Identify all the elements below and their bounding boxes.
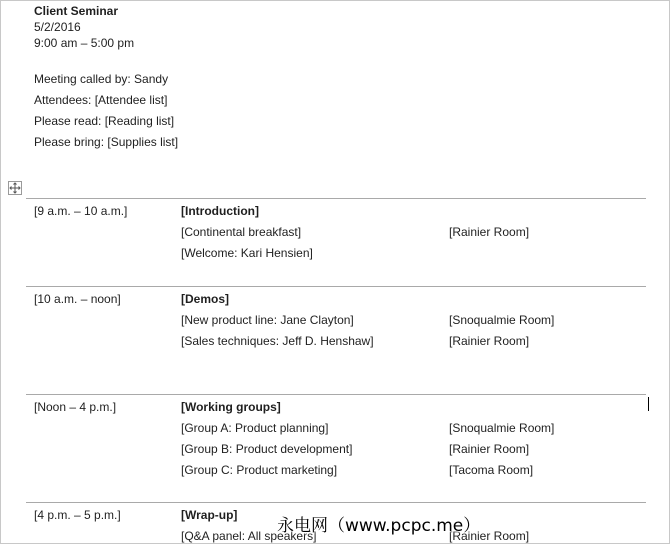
agenda-item[interactable]: [Welcome: Kari Hensien]	[181, 246, 313, 260]
agenda-row	[181, 246, 646, 267]
agenda-room[interactable]: [Snoqualmie Room]	[449, 421, 555, 435]
agenda-time[interactable]: [10 a.m. – noon]	[34, 292, 121, 306]
agenda-topic[interactable]: [Demos]	[181, 292, 230, 306]
agenda-row	[181, 421, 646, 442]
meeting-called-by[interactable]: Meeting called by: Sandy	[34, 72, 169, 86]
agenda-room[interactable]: [Rainier Room]	[449, 529, 530, 543]
agenda-row	[181, 334, 646, 355]
agenda-table	[26, 198, 646, 544]
agenda-block	[26, 394, 646, 502]
agenda-block	[26, 286, 646, 394]
agenda-room[interactable]: [Rainier Room]	[449, 334, 530, 348]
table-move-handle[interactable]	[8, 181, 22, 195]
agenda-item[interactable]: [Continental breakfast]	[181, 225, 302, 239]
please-read-line[interactable]: Please read: [Reading list]	[34, 114, 175, 128]
agenda-item[interactable]: [Sales techniques: Jeff D. Henshaw]	[181, 334, 374, 348]
agenda-row	[181, 313, 646, 334]
agenda-time[interactable]: [Noon – 4 p.m.]	[34, 400, 117, 414]
please-bring-line[interactable]: Please bring: [Supplies list]	[34, 135, 179, 149]
agenda-row	[181, 463, 646, 484]
agenda-time[interactable]: [4 p.m. – 5 p.m.]	[34, 508, 121, 522]
agenda-room[interactable]: [Rainier Room]	[449, 442, 530, 456]
agenda-time[interactable]: [9 a.m. – 10 a.m.]	[34, 204, 128, 218]
document-time[interactable]: 9:00 am – 5:00 pm	[34, 36, 135, 50]
document-header	[34, 4, 134, 51]
agenda-topic[interactable]: [Wrap-up]	[181, 508, 238, 522]
agenda-room[interactable]: [Snoqualmie Room]	[449, 313, 555, 327]
document-title[interactable]: Client Seminar	[34, 4, 119, 18]
agenda-item[interactable]: [Group C: Product marketing]	[181, 463, 338, 477]
agenda-item[interactable]: [Group A: Product planning]	[181, 421, 329, 435]
agenda-item[interactable]: [Group B: Product development]	[181, 442, 353, 456]
attendees-line[interactable]: Attendees: [Attendee list]	[34, 93, 168, 107]
agenda-block	[26, 198, 646, 286]
agenda-topic[interactable]: [Working groups]	[181, 400, 281, 414]
agenda-item[interactable]: [New product line: Jane Clayton]	[181, 313, 354, 327]
agenda-row	[181, 442, 646, 463]
text-cursor	[648, 397, 649, 411]
move-arrows-icon	[9, 182, 21, 194]
watermark: 永电网（www.pcpc.me）	[277, 516, 481, 536]
agenda-topic[interactable]: [Introduction]	[181, 204, 259, 218]
agenda-room[interactable]: [Rainier Room]	[449, 225, 530, 239]
meeting-details	[34, 69, 178, 153]
agenda-row	[181, 225, 646, 246]
agenda-room[interactable]: [Tacoma Room]	[449, 463, 534, 477]
document-date[interactable]: 5/2/2016	[34, 20, 81, 34]
agenda-item[interactable]: [Q&A panel: All speakers]	[181, 529, 317, 543]
